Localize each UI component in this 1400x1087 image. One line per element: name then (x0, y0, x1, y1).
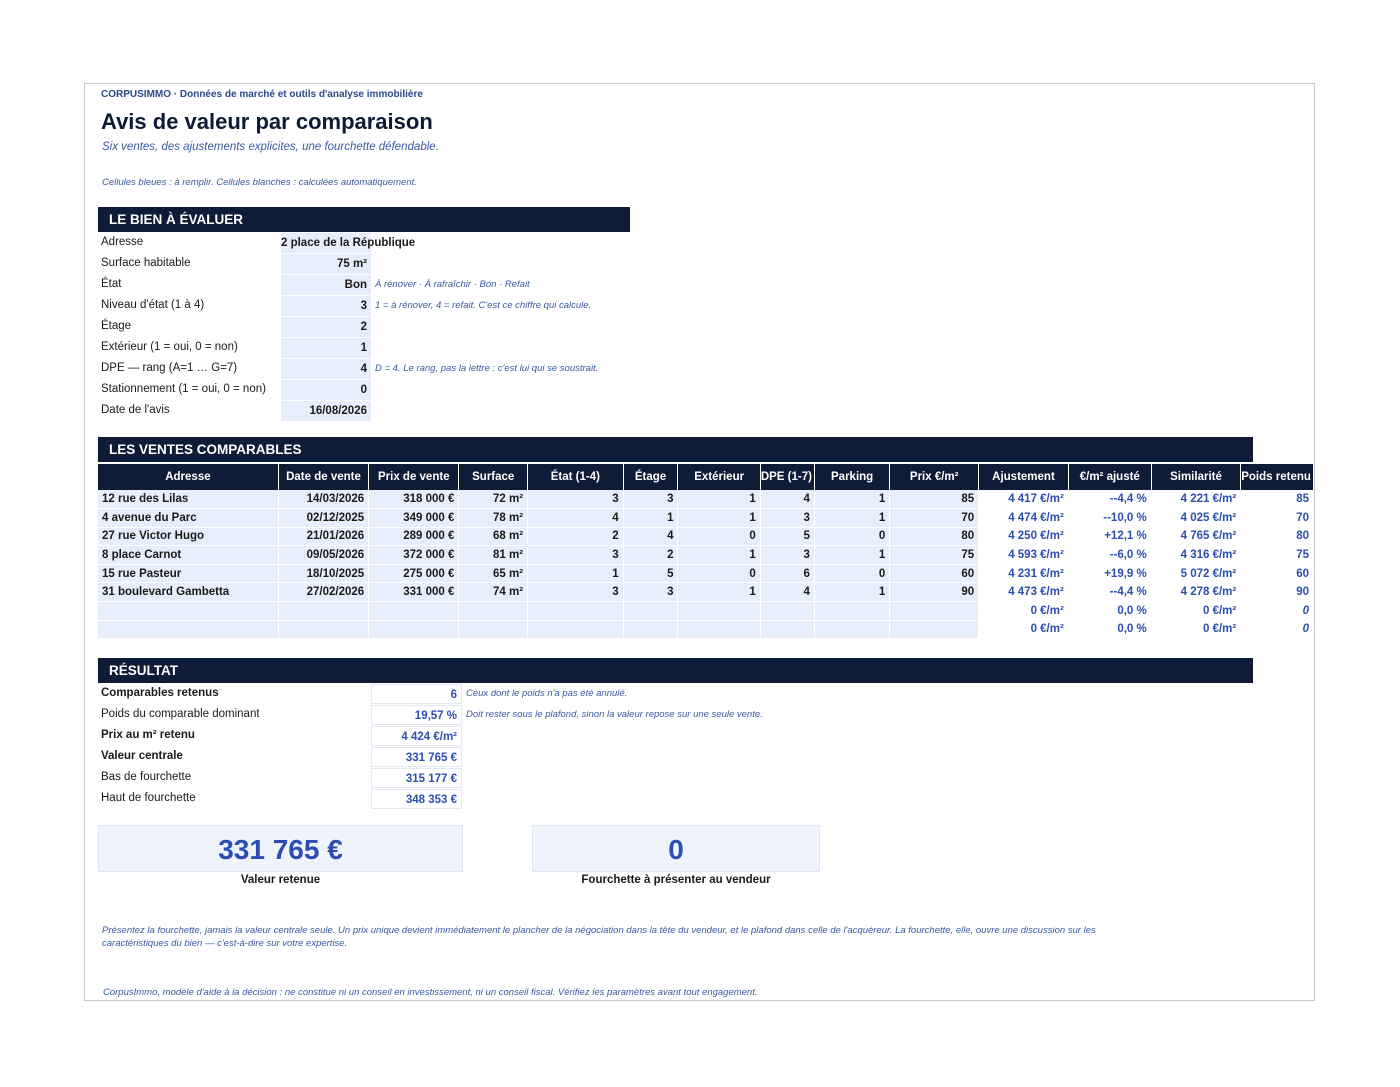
subject-input-address[interactable]: 2 place de la République (281, 233, 371, 254)
subject-input-state[interactable]: Bon (281, 275, 371, 296)
subject-label-dpe: DPE — rang (A=1 … G=7) (101, 362, 238, 374)
cell-weight: 90 (1241, 583, 1314, 602)
cell-adjustment: 4 474 €/m² (979, 509, 1069, 528)
cell-address[interactable]: 12 rue des Lilas (98, 490, 278, 509)
cell-parking[interactable]: 1 (814, 490, 889, 509)
cell-weight: 0 (1241, 620, 1314, 639)
cell-exterior[interactable]: 0 (678, 564, 760, 583)
cell-sale-price[interactable]: 331 000 € (369, 583, 459, 602)
advice-paragraph: Présentez la fourchette, jamais la valeur centrale seule. Un prix unique devient immédiatement le plancher de la négociation dans la tête du vendeur, et le plafond dans celle de l'acquéreur. La fourchette, elle, ouvre une discussion sur les caractéristiques du bien — c'est-à-dire sur votre expertise. (102, 925, 1096, 949)
cell-sale-price[interactable]: 318 000 € (369, 490, 459, 509)
col-header-parking: Parking (814, 464, 889, 490)
cell-adjusted-m2: 0,0 % (1068, 602, 1151, 621)
col-header-state: État (1-4) (528, 464, 624, 490)
cell-exterior[interactable]: 0 (678, 527, 760, 546)
subject-label-exterior: Extérieur (1 = oui, 0 = non) (101, 341, 238, 353)
cell-similarity: 4 316 €/m² (1151, 546, 1241, 565)
cell-adjusted-m2: 0,0 % (1068, 620, 1151, 639)
cell-parking[interactable]: 0 (814, 527, 889, 546)
cell-state[interactable]: 3 (528, 546, 624, 565)
col-header-price-m2: Prix €/m² (890, 464, 979, 490)
cell-address[interactable]: 31 boulevard Gambetta (98, 583, 278, 602)
subject-input-state-level[interactable]: 3 (281, 296, 371, 317)
cell-similarity: 4 765 €/m² (1151, 527, 1241, 546)
result-label-central-value: Valeur centrale (101, 750, 183, 762)
cell-address[interactable]: 8 place Carnot (98, 546, 278, 565)
cell-exterior[interactable] (678, 620, 760, 639)
cell-state[interactable]: 3 (528, 583, 624, 602)
cell-sale-date[interactable] (278, 620, 368, 639)
col-header-sale-price: Prix de vente (369, 464, 459, 490)
cell-adjusted-m2: +12,1 % (1068, 527, 1151, 546)
subject-label-state-level: Niveau d'état (1 à 4) (101, 299, 205, 311)
result-label-low-range: Bas de fourchette (101, 771, 192, 783)
table-row (98, 546, 1314, 565)
subject-input-parking[interactable]: 0 (281, 380, 371, 401)
subject-label-state: État (101, 278, 122, 290)
col-header-sale-date: Date de vente (278, 464, 368, 490)
result-value-central-value: 331 765 € (371, 747, 462, 767)
subject-label-parking: Stationnement (1 = oui, 0 = non) (101, 383, 266, 395)
cell-adjusted-m2: +19,9 % (1068, 564, 1151, 583)
cell-adjustment: 4 250 €/m² (979, 527, 1069, 546)
cell-parking[interactable]: 1 (814, 583, 889, 602)
retained-value-box: 331 765 € (98, 825, 463, 872)
cell-exterior[interactable] (678, 602, 760, 621)
cell-surface[interactable] (459, 620, 528, 639)
subject-note-dpe: D = 4. Le rang, pas la lettre : c'est lui qui se soustrait. (375, 363, 599, 374)
cell-adjustment: 4 473 €/m² (979, 583, 1069, 602)
table-row (98, 509, 1314, 528)
cell-adjusted-m2: --4,4 % (1068, 583, 1151, 602)
cell-weight: 75 (1241, 546, 1314, 565)
cell-sale-date[interactable]: 02/12/2025 (278, 509, 368, 528)
page-subtitle: Six ventes, des ajustements explicites, une fourchette défendable. (102, 141, 439, 153)
result-value-count: 6 (371, 684, 462, 704)
cell-exterior[interactable]: 1 (678, 546, 760, 565)
cell-adjustment: 0 €/m² (979, 620, 1069, 639)
cell-adjustment: 4 593 €/m² (979, 546, 1069, 565)
cell-dpe[interactable]: 4 (760, 490, 814, 509)
cell-dpe[interactable]: 5 (760, 527, 814, 546)
col-header-adjusted-m2: €/m² ajusté (1068, 464, 1151, 490)
cell-similarity: 5 072 €/m² (1151, 564, 1241, 583)
subject-note-state: À rénover · À rafraîchir · Bon · Refait (375, 279, 530, 290)
result-note-count: Ceux dont le poids n'a pas été annulé. (466, 688, 628, 699)
subject-input-date[interactable]: 16/08/2026 (281, 401, 371, 422)
result-value-low-range: 315 177 € (371, 768, 462, 788)
cell-floor[interactable]: 1 (623, 509, 678, 528)
cell-adjusted-m2: --10,0 % (1068, 509, 1151, 528)
col-header-exterior: Extérieur (678, 464, 760, 490)
retained-value-label: Valeur retenue (240, 874, 321, 886)
subject-label-floor: Étage (101, 320, 132, 332)
cell-sale-price[interactable]: 275 000 € (369, 564, 459, 583)
cell-parking[interactable]: 0 (814, 564, 889, 583)
section-header-result: RÉSULTAT (98, 658, 1253, 683)
cell-weight: 60 (1241, 564, 1314, 583)
cell-surface[interactable] (459, 602, 528, 621)
section-header-subject: LE BIEN À ÉVALUER (98, 207, 630, 232)
cell-price-m2[interactable]: 85 (890, 490, 979, 509)
result-note-dominant-weight: Doit rester sous le plafond, sinon la valeur repose sur une seule vente. (466, 709, 763, 720)
cell-price-m2[interactable]: 80 (890, 527, 979, 546)
cell-state[interactable]: 3 (528, 490, 624, 509)
cell-dpe[interactable] (760, 602, 814, 621)
cell-sale-price[interactable] (369, 620, 459, 639)
cell-surface[interactable]: 68 m² (459, 527, 528, 546)
cell-surface[interactable]: 74 m² (459, 583, 528, 602)
cell-parking[interactable] (814, 602, 889, 621)
cell-sale-date[interactable] (278, 602, 368, 621)
disclaimer: CorpusImmo, modèle d'aide à la décision : ne constitue ni un conseil en investissement, ni un conseil fiscal. Vérifiez les paramètres avant tout engagement. (103, 987, 758, 998)
cell-similarity: 4 278 €/m² (1151, 583, 1241, 602)
cell-sale-date[interactable]: 21/01/2026 (278, 527, 368, 546)
cell-parking[interactable]: 1 (814, 509, 889, 528)
cell-dpe[interactable]: 6 (760, 564, 814, 583)
cell-floor[interactable]: 3 (623, 490, 678, 509)
cell-exterior[interactable]: 1 (678, 509, 760, 528)
subject-input-exterior[interactable]: 1 (281, 338, 371, 359)
cell-adjustment: 4 417 €/m² (979, 490, 1069, 509)
col-header-similarity: Similarité (1151, 464, 1241, 490)
subject-label-date: Date de l'avis (101, 404, 170, 416)
table-header-row (98, 464, 1314, 490)
comparables-table (98, 464, 1314, 639)
table-row (98, 564, 1314, 583)
result-label-count: Comparables retenus (101, 687, 219, 699)
cell-similarity: 4 221 €/m² (1151, 490, 1241, 509)
spreadsheet-sheet (84, 83, 1315, 1001)
seller-range-box: 0 (532, 825, 820, 872)
cell-adjustment: 0 €/m² (979, 602, 1069, 621)
result-label-high-range: Haut de fourchette (101, 792, 196, 804)
section-header-comparables: LES VENTES COMPARABLES (98, 437, 1253, 462)
col-header-floor: Étage (623, 464, 678, 490)
result-value-dominant-weight: 19,57 % (371, 705, 462, 725)
col-header-dpe: DPE (1-7) (760, 464, 814, 490)
subject-input-surface[interactable]: 75 m² (281, 254, 371, 275)
cell-floor[interactable] (623, 602, 678, 621)
cell-floor[interactable]: 4 (623, 527, 678, 546)
brand-header: CORPUSIMMO · Données de marché et outils d'analyse immobilière (101, 89, 423, 100)
col-header-adjustment: Ajustement (979, 464, 1069, 490)
cell-parking[interactable]: 1 (814, 546, 889, 565)
cell-similarity: 0 €/m² (1151, 620, 1241, 639)
result-value-high-range: 348 353 € (371, 789, 462, 809)
cell-price-m2[interactable]: 90 (890, 583, 979, 602)
subject-note-state-level: 1 = à rénover, 4 = refait. C'est ce chiffre qui calcule. (375, 300, 592, 311)
col-header-weight: Poids retenu (1241, 464, 1314, 490)
cell-sale-date[interactable]: 18/10/2025 (278, 564, 368, 583)
subject-input-floor[interactable]: 2 (281, 317, 371, 338)
cell-floor[interactable] (623, 620, 678, 639)
cell-address[interactable] (98, 620, 278, 639)
result-label-price-m2: Prix au m² retenu (101, 729, 195, 741)
seller-range-label: Fourchette à présenter au vendeur (581, 874, 771, 886)
cell-weight: 80 (1241, 527, 1314, 546)
cell-similarity: 0 €/m² (1151, 602, 1241, 621)
cell-price-m2[interactable] (890, 620, 979, 639)
cell-dpe[interactable]: 3 (760, 546, 814, 565)
table-row (98, 583, 1314, 602)
table-row (98, 490, 1314, 509)
cell-price-m2[interactable]: 60 (890, 564, 979, 583)
table-row (98, 620, 1314, 639)
col-header-surface: Surface (459, 464, 528, 490)
cell-sale-price[interactable]: 349 000 € (369, 509, 459, 528)
subject-label-address: Adresse (101, 236, 144, 248)
cell-weight: 0 (1241, 602, 1314, 621)
cell-address[interactable]: 15 rue Pasteur (98, 564, 278, 583)
cell-sale-price[interactable] (369, 602, 459, 621)
cell-floor[interactable]: 5 (623, 564, 678, 583)
table-row (98, 527, 1314, 546)
cell-weight: 70 (1241, 509, 1314, 528)
cell-dpe[interactable]: 3 (760, 509, 814, 528)
cell-surface[interactable]: 72 m² (459, 490, 528, 509)
cell-adjustment: 4 231 €/m² (979, 564, 1069, 583)
cell-state[interactable]: 1 (528, 564, 624, 583)
result-value-price-m2: 4 424 €/m² (371, 726, 462, 746)
cell-floor[interactable]: 2 (623, 546, 678, 565)
page-title: Avis de valeur par comparaison (101, 109, 433, 134)
table-row (98, 602, 1314, 621)
cell-sale-date[interactable]: 14/03/2026 (278, 490, 368, 509)
cell-state[interactable]: 4 (528, 509, 624, 528)
cell-adjusted-m2: --6,0 % (1068, 546, 1151, 565)
subject-label-surface: Surface habitable (101, 257, 191, 269)
subject-input-dpe[interactable]: 4 (281, 359, 371, 380)
cell-sale-price[interactable]: 289 000 € (369, 527, 459, 546)
cell-sale-price[interactable]: 372 000 € (369, 546, 459, 565)
cell-address[interactable]: 27 rue Victor Hugo (98, 527, 278, 546)
cell-adjusted-m2: --4,4 % (1068, 490, 1151, 509)
cell-surface[interactable]: 78 m² (459, 509, 528, 528)
cell-state[interactable]: 2 (528, 527, 624, 546)
cell-exterior[interactable]: 1 (678, 583, 760, 602)
cell-state[interactable] (528, 620, 624, 639)
cell-price-m2[interactable]: 70 (890, 509, 979, 528)
cell-dpe[interactable]: 4 (760, 583, 814, 602)
cell-parking[interactable] (814, 620, 889, 639)
cell-address[interactable]: 4 avenue du Parc (98, 509, 278, 528)
col-header-address: Adresse (98, 464, 278, 490)
cell-similarity: 4 025 €/m² (1151, 509, 1241, 528)
cell-state[interactable] (528, 602, 624, 621)
cell-address[interactable] (98, 602, 278, 621)
cell-sale-date[interactable]: 27/02/2026 (278, 583, 368, 602)
cell-price-m2[interactable] (890, 602, 979, 621)
cell-sale-date[interactable]: 09/05/2026 (278, 546, 368, 565)
cell-floor[interactable]: 3 (623, 583, 678, 602)
result-label-dominant-weight: Poids du comparable dominant (101, 708, 260, 720)
cell-surface[interactable]: 81 m² (459, 546, 528, 565)
cell-legend: Cellules bleues : à remplir. Cellules blanches : calculées automatiquement. (102, 177, 417, 188)
cell-price-m2[interactable]: 75 (890, 546, 979, 565)
cell-exterior[interactable]: 1 (678, 490, 760, 509)
cell-dpe[interactable] (760, 620, 814, 639)
cell-weight: 85 (1241, 490, 1314, 509)
cell-surface[interactable]: 65 m² (459, 564, 528, 583)
